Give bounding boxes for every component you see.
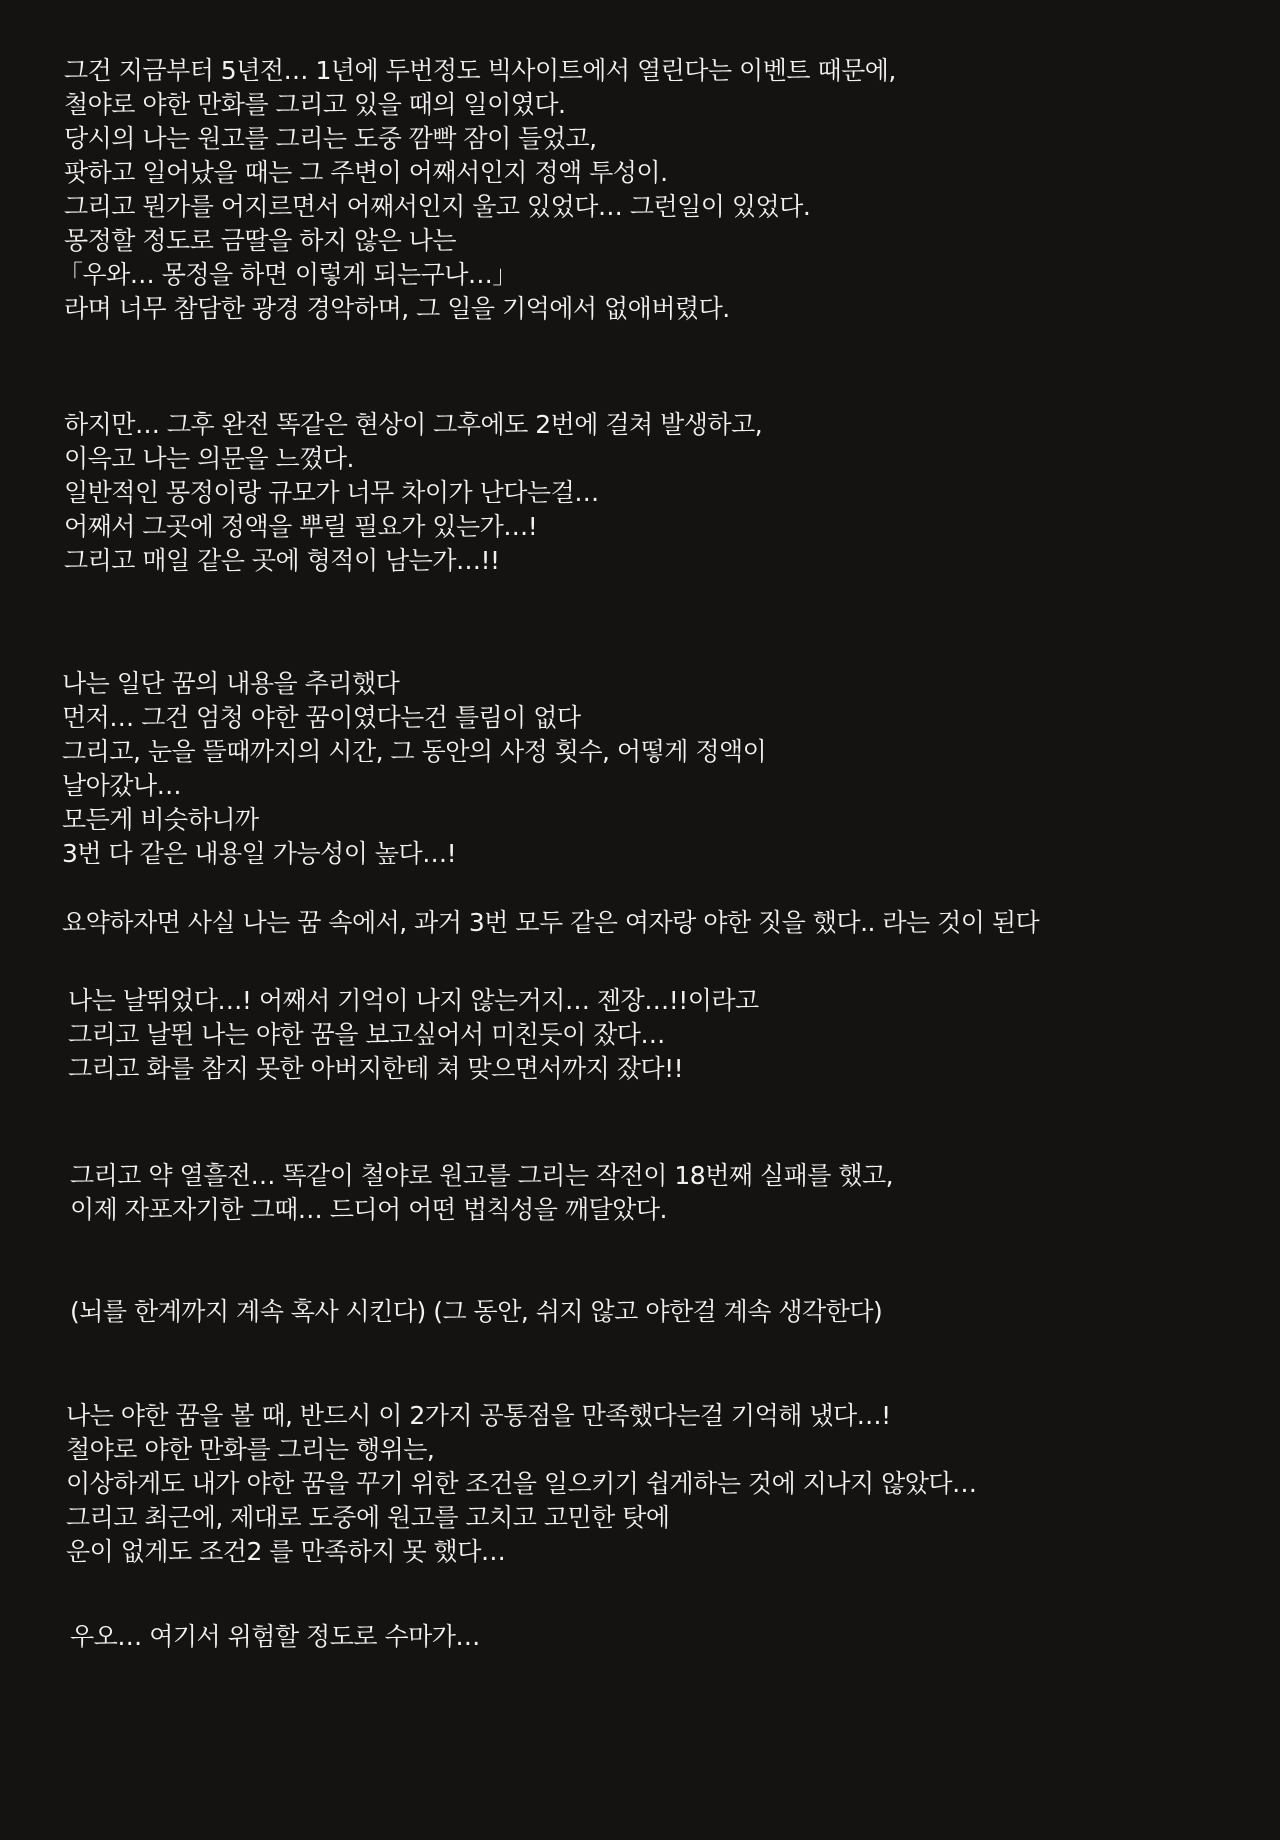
paragraph-7-line-1: (뇌를 한계까지 계속 혹사 시킨다) (그 동안, 쉬지 않고 야한걸 계속 생각한다) xyxy=(70,1297,883,1326)
paragraph-2-line-1: 하지만… 그후 완전 똑같은 현상이 그후에도 2번에 걸쳐 발생하고, xyxy=(64,410,763,439)
paragraph-5-line-1: 나는 날뛰었다…! 어째서 기억이 나지 않는거지… 젠장…!!이라고 xyxy=(68,986,759,1015)
paragraph-3-line-3: 그리고, 눈을 뜰때까지의 시간, 그 동안의 사정 횟수, 어떻게 정액이 xyxy=(62,737,767,766)
paragraph-4-line-1: 요약하자면 사실 나는 꿈 속에서, 과거 3번 모두 같은 여자랑 야한 짓을 했다.. 라는 것이 된다 xyxy=(62,908,1040,937)
paragraph-6-line-1: 그리고 약 열흘전… 똑같이 철야로 원고를 그리는 작전이 18번째 실패를 했고, xyxy=(70,1161,894,1190)
paragraph-9-line-1: 우오… 여기서 위험할 정도로 수마가… xyxy=(70,1622,480,1651)
paragraph-3-line-4: 날아갔나… xyxy=(62,771,182,800)
paragraph-5-line-3: 그리고 화를 참지 못한 아버지한테 쳐 맞으면서까지 잤다!! xyxy=(68,1054,684,1083)
paragraph-8-line-2: 철야로 야한 만화를 그리는 행위는, xyxy=(66,1435,435,1464)
paragraph-2-line-2: 이윽고 나는 의문을 느꼈다. xyxy=(64,444,354,473)
paragraph-8-line-1: 나는 야한 꿈을 볼 때, 반드시 이 2가지 공통점을 만족했다는걸 기억해 냈다…! xyxy=(66,1401,891,1430)
paragraph-8-line-4: 그리고 최근에, 제대로 도중에 원고를 고치고 고민한 탓에 xyxy=(66,1503,670,1532)
paragraph-5-line-2: 그리고 날뛴 나는 야한 꿈을 보고싶어서 미친듯이 잤다… xyxy=(68,1020,665,1049)
paragraph-8-line-3: 이상하게도 내가 야한 꿈을 꾸기 위한 조건을 일으키기 쉽게하는 것에 지나지 않았다… xyxy=(66,1469,977,1498)
paragraph-1-line-6: 몽정할 정도로 금딸을 하지 않은 나는 xyxy=(64,226,456,255)
paragraph-2-line-3: 일반적인 몽정이랑 규모가 너무 차이가 난다는걸… xyxy=(64,478,599,507)
paragraph-1-line-3: 당시의 나는 원고를 그리는 도중 깜빡 잠이 들었고, xyxy=(64,124,597,153)
paragraph-1-line-1: 그건 지금부터 5년전… 1년에 두번정도 빅사이트에서 열린다는 이벤트 때문에, xyxy=(64,56,896,85)
paragraph-3-line-5: 모든게 비슷하니까 xyxy=(62,805,259,834)
paragraph-3-line-1: 나는 일단 꿈의 내용을 추리했다 xyxy=(62,669,400,698)
paragraph-8-line-5: 운이 없게도 조건2 를 만족하지 못 했다… xyxy=(66,1537,506,1566)
paragraph-6-line-2: 이제 자포자기한 그때… 드디어 어떤 법칙성을 깨달았다. xyxy=(70,1195,667,1224)
paragraph-1-line-4: 팟하고 일어났을 때는 그 주변이 어째서인지 정액 투성이. xyxy=(64,158,668,187)
paragraph-1-line-7: 「우와… 몽정을 하면 이렇게 되는구나…」 xyxy=(58,260,517,289)
paragraph-1-line-2: 철야로 야한 만화를 그리고 있을 때의 일이였다. xyxy=(64,90,566,119)
paragraph-1-line-5: 그리고 뭔가를 어지르면서 어째서인지 울고 있었다… 그런일이 있었다. xyxy=(64,192,811,221)
paragraph-3-line-2: 먼저… 그건 엄청 야한 꿈이였다는건 틀림이 없다 xyxy=(62,703,581,732)
paragraph-2-line-5: 그리고 매일 같은 곳에 형적이 남는가…!! xyxy=(64,546,500,575)
paragraph-3-line-6: 3번 다 같은 내용일 가능성이 높다…! xyxy=(62,839,457,868)
paragraph-1-line-8: 라며 너무 참담한 광경 경악하며, 그 일을 기억에서 없애버렸다. xyxy=(64,294,730,323)
paragraph-2-line-4: 어째서 그곳에 정액을 뿌릴 필요가 있는가…! xyxy=(64,512,538,541)
